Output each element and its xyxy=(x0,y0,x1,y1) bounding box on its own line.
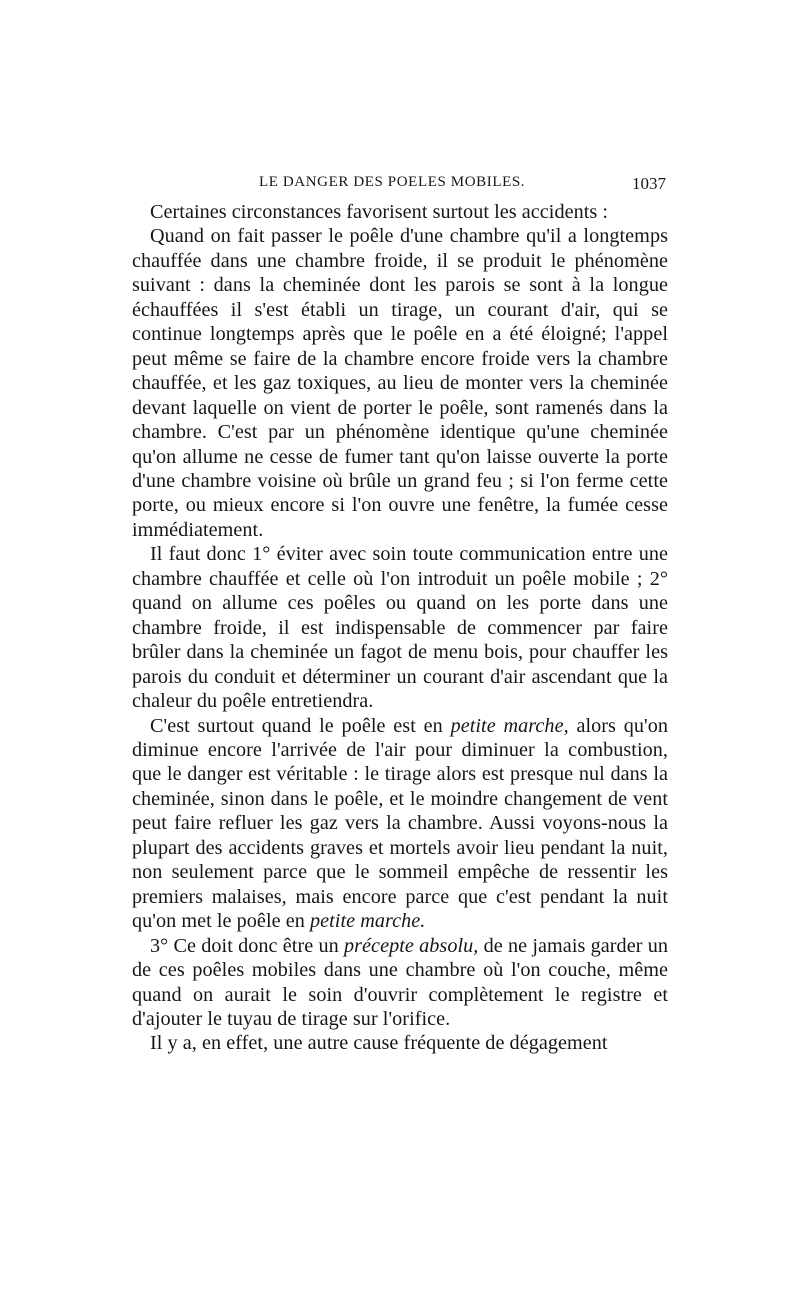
book-page xyxy=(132,170,668,1056)
paragraph: Quand on fait passer le poêle d'une chambre qu'il a longtemps chauffée dans une chambre froide, il se produit le phénomène suivant : dans la cheminée dont les parois se sont à la longue échauffées il s'est établi un tirage, un courant d'air, qui se continue longtemps après que le poêle en a été éloigné; l'appel peut même se faire de la chambre encore froide vers la chambre chauffée, et les gaz toxiques, au lieu de monter vers la cheminée devant laquelle on vient de porter le poêle, sont ramenés dans la chambre. C'est par un phénomène identique qu'une cheminée qu'on allume ne cesse de fumer tant qu'on laisse ouverte la porte d'une chambre voisine où brûle un grand feu ; si l'on ferme cette porte, ou mieux encore si l'on ouvre une fenêtre, la fumée cesse immédiatement. xyxy=(132,225,668,541)
paragraph: Il y a, en effet, une autre cause fréquente de dégagement xyxy=(150,1032,608,1055)
italic-term: petite marche, xyxy=(450,714,569,737)
paragraph-text: 3° Ce doit donc être un xyxy=(150,934,344,957)
italic-term: précepte absolu, xyxy=(344,934,479,957)
paragraph xyxy=(132,714,668,934)
page-number: 1037 xyxy=(632,174,666,193)
running-header xyxy=(132,170,668,198)
paragraph xyxy=(132,934,668,1032)
paragraph: Il faut donc 1° éviter avec soin toute communication entre une chambre chauffée et celle où l'on introduit un poêle mobile ; 2° quand on allume ces poêles ou quand on les porte dans une chambre froide, il est indispensable de commencer par faire brûler dans la cheminée un fagot de menu bois, pour chauffer les parois du conduit et déterminer un courant d'air ascendant que la chaleur du poêle entretiendra. xyxy=(132,543,668,713)
italic-term: petite marche. xyxy=(309,910,426,933)
paragraph: Certaines circonstances favorisent surtout les accidents : xyxy=(150,201,609,223)
paragraph-text: de ne jamais garder un de ces poêles mobiles dans une chambre où l'on couche, même quand on aurait le soin d'ouvrir complètement le registre et d'ajouter le tuyau de tirage sur l'orifice. xyxy=(132,934,668,1030)
body-text xyxy=(132,200,668,1056)
paragraph-text: C'est surtout quand le poêle est en xyxy=(150,714,451,737)
paragraph-text: alors qu'on diminue encore l'arrivée de l'air pour diminuer la combustion, que le danger est véritable : le tirage alors est presque nul dans la cheminée, sinon dans le poêle, et le moindre changement de vent peut faire refluer les gaz vers la chambre. Aussi voyons-nous la plupart des accidents graves et mortels avoir lieu pendant la nuit, non seulement parce que le sommeil empêche de ressentir les premiers malaises, mais encore parce que c'est pendant la nuit qu'on met le poêle en xyxy=(132,714,668,933)
running-title: LE DANGER DES POELES MOBILES. xyxy=(259,174,526,190)
